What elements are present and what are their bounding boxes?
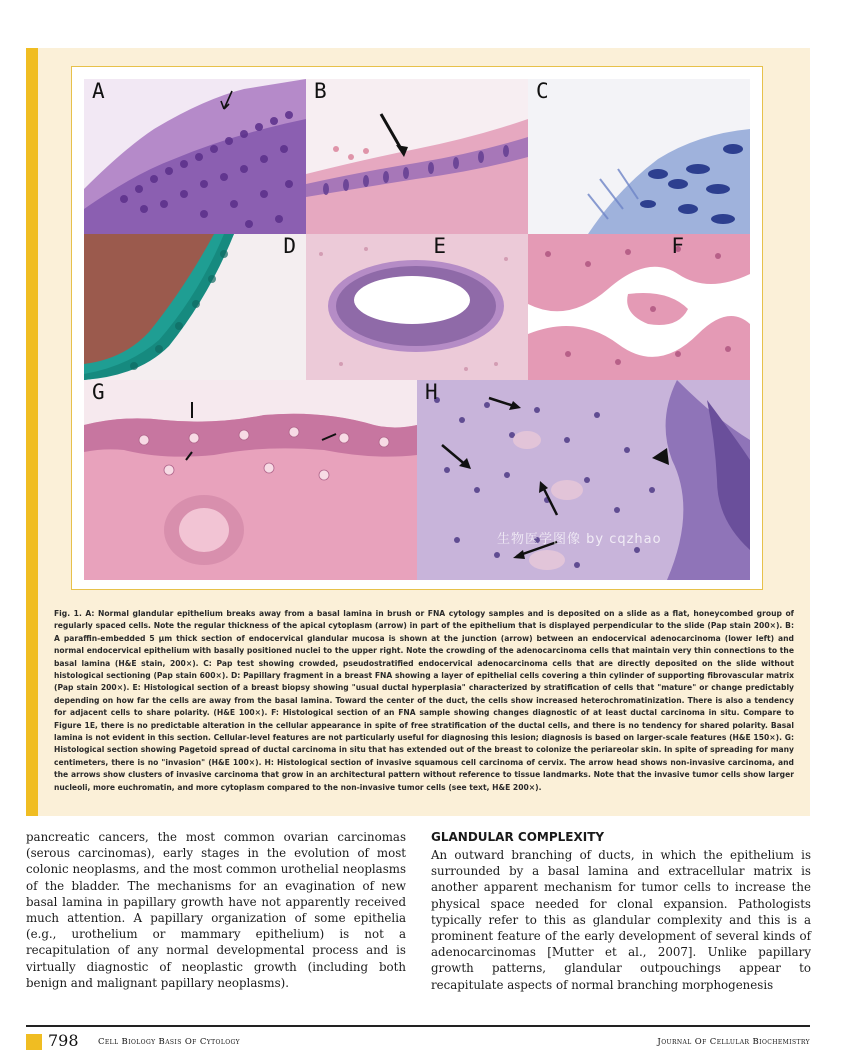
panel-h-micrograph xyxy=(417,380,750,580)
footer-rule xyxy=(26,1025,810,1027)
figure-image-frame xyxy=(71,66,763,590)
body-column-left xyxy=(26,829,406,991)
panel-b-micrograph xyxy=(306,79,528,234)
panel-a-micrograph xyxy=(84,79,306,234)
panel-e xyxy=(306,234,528,380)
running-title-right: Journal Of Cellular Biochemistry xyxy=(657,1037,810,1047)
panel-c-label: C xyxy=(536,79,549,103)
section-heading: GLANDULAR COMPLEXITY xyxy=(431,830,605,844)
figure-box xyxy=(26,48,810,816)
panel-d-label: D xyxy=(283,234,296,258)
panel-f-label: F xyxy=(671,234,684,258)
caption-text: A: Normal glandular epithelium breaks away from a basal lamina in brush or FNA cytology samples and is deposited on a slide as a flat, honeycombed group of regularly spaced cells. Note the regular thickness of the apical cytoplasm (arrow) in part of the epithelium that is displayed perpendicular to the slide (Pap stain 200×). B: A paraffin-embedded 5 μm thick section of endocervical glandular mucosa is shown at the junction (arrow) between an endocervical adenocarcinoma (lower left) and normal endocervical epithelium with basally positioned nuclei to the upper right. Note the crowding of the adenocarcinoma cells that maintain very thin connections to the basal lamina (H&E stain, 200×). C: Pap test showing crowded, pseudostratified endocervical adenocarcinoma cells that are directly deposited on the slide without histological sectioning (Pap stain 600×). D: Papillary fragment in a breast FNA showing a layer of epithelial cells covering a thin cylinder of supporting fibrovascular matrix (Pap stain 200×). E: Histological section of a breast biopsy showing "usual ductal hyperplasia" characterized by stratification of cells that "mature" or change predictably depending on how far the cells are away from the basal lamina. Toward the center of the duct, the cells show increased heterochromatinization. There is also a tendency for adjacent cells to share polarity. (H&E 100×). F: Histological section of an FNA sample showing changes diagnostic of at least ductal carcinoma in situ. Compare to Figure 1E, there is no predictable alteration in the cellular appearance in spite of free stratification of the ductal cells, and there is no tendency for shared polarity. Basal lamina is not evident in this section. Cellular-level features are not particularly useful for diagnosing this lesion; diagnosis is based on larger-scale features (H&E 150×). G: Histological section showing Pagetoid spread of ductal carcinoma in situ that has extended out of the breast to colonize the periareolar skin. In spite of spreading for many centimeters, there is no "invasion" (H&E 100×). H: Histological section of invasive squamous cell carcinoma of cervix. The arrow head shows non-invasive carcinoma, and the arrows show clusters of invasive carcinoma that grow in an architectural pattern without reference to tissue landmarks. Note that the invasive tumor cells show larger nucleoli, more euchromatin, and more cytoplasm compared to the non-invasive tumor cells (see text, H&E 200×). xyxy=(54,609,794,792)
panel-g-label: G xyxy=(92,380,105,404)
panel-a-label: A xyxy=(92,79,105,103)
panel-f-micrograph xyxy=(528,234,750,380)
panel-h-label: H xyxy=(425,380,438,404)
panel-a xyxy=(84,79,306,234)
panel-d-micrograph xyxy=(84,234,306,380)
caption-label: Fig. 1. xyxy=(54,609,82,618)
panel-e-micrograph xyxy=(306,234,528,380)
panel-b xyxy=(306,79,528,234)
footer-accent-block xyxy=(26,1034,42,1050)
panel-g xyxy=(84,380,417,580)
panel-h xyxy=(417,380,750,580)
left-paragraph: pancreatic cancers, the most common ovarian carcinomas (serous carcinomas), early stages in the evolution of most colonic neoplasms, and the most common urothelial neoplasms of the bladder. The mechanisms for an evagination of new basal lamina in papillary growth have not apparently received much attention. A papillary organization of some epithelia (e.g., urothelium or mammary epithelium) is not a recapitulation of any normal developmental process and is virtually diagnostic of neoplastic growth (including both benign and malignant papillary neoplasms). xyxy=(26,830,406,990)
figure-accent-bar xyxy=(26,48,38,816)
panel-c-micrograph xyxy=(528,79,750,234)
panel-f xyxy=(528,234,750,380)
panel-b-label: B xyxy=(314,79,327,103)
right-paragraph: An outward branching of ducts, in which the epithelium is surrounded by a basal lamina and extracellular matrix is another apparent mechanism for tumor cells to increase the physical space needed for clonal expansion. Pathologists typically refer to this as glandular complexity and this is a prominent feature of the early development of several kinds of adenocarcinomas [Mutter et al., 2007]. Unlike papillary growth patterns, glandular outpouchings appear to recapitulate aspects of normal branching morphogenesis xyxy=(431,848,811,992)
body-column-right xyxy=(431,829,811,993)
panel-g-micrograph xyxy=(84,380,417,580)
running-title-left: Cell Biology Basis Of Cytology xyxy=(98,1037,240,1047)
figure-caption xyxy=(54,608,794,794)
watermark-text: 生物医学图像 by cqzhao xyxy=(497,532,662,547)
panel-c xyxy=(528,79,750,234)
panel-e-label: E xyxy=(433,234,446,258)
page-number: 798 xyxy=(48,1031,79,1050)
panel-d xyxy=(84,234,306,380)
